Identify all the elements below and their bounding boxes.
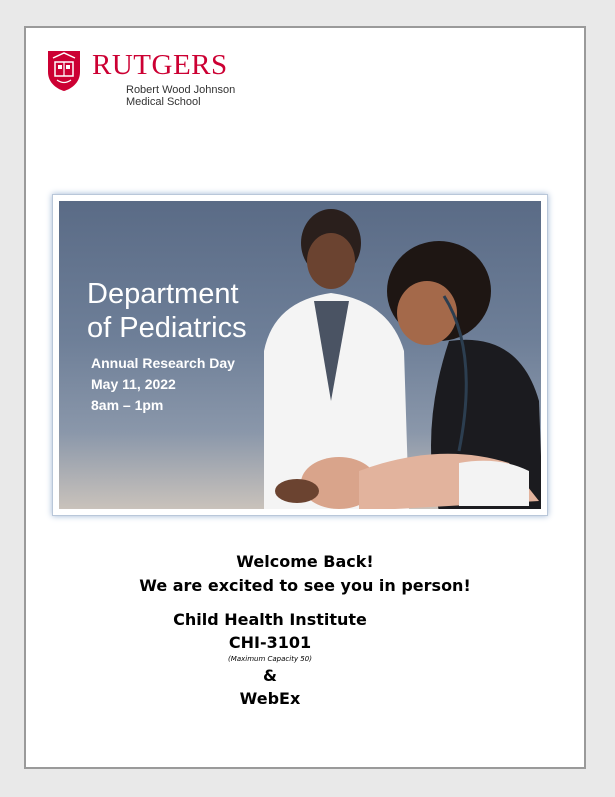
department-title xyxy=(87,277,247,345)
location-room: CHI-3101 xyxy=(228,633,312,652)
location-details xyxy=(0,608,549,710)
logo-subtitle-line1: Robert Wood Johnson xyxy=(126,84,236,96)
event-date: May 11, 2022 xyxy=(91,376,176,392)
banner-photo-frame xyxy=(52,194,548,516)
rutgers-logo xyxy=(47,48,247,108)
capacity-note: (Maximum Capacity 50) xyxy=(228,655,312,663)
event-time: 8am – 1pm xyxy=(91,397,164,413)
rutgers-shield-icon xyxy=(47,50,81,92)
flyer-page xyxy=(24,26,586,769)
logo-wordmark: RUTGERS xyxy=(92,49,228,81)
department-title-line2: of Pediatrics xyxy=(87,312,247,344)
welcome-line1: Welcome Back! xyxy=(236,552,374,571)
department-title-line1: Department xyxy=(87,278,239,310)
banner-photo xyxy=(59,201,541,509)
location-ampersand: & xyxy=(263,666,277,685)
welcome-line2: We are excited to see you in person! xyxy=(139,576,471,595)
event-details xyxy=(91,353,235,416)
location-building: Child Health Institute xyxy=(173,610,367,629)
location-online: WebEx xyxy=(239,689,301,708)
logo-subtitle xyxy=(126,84,235,108)
welcome-message xyxy=(26,550,584,598)
event-name: Annual Research Day xyxy=(91,355,235,371)
logo-subtitle-line2: Medical School xyxy=(126,96,201,108)
